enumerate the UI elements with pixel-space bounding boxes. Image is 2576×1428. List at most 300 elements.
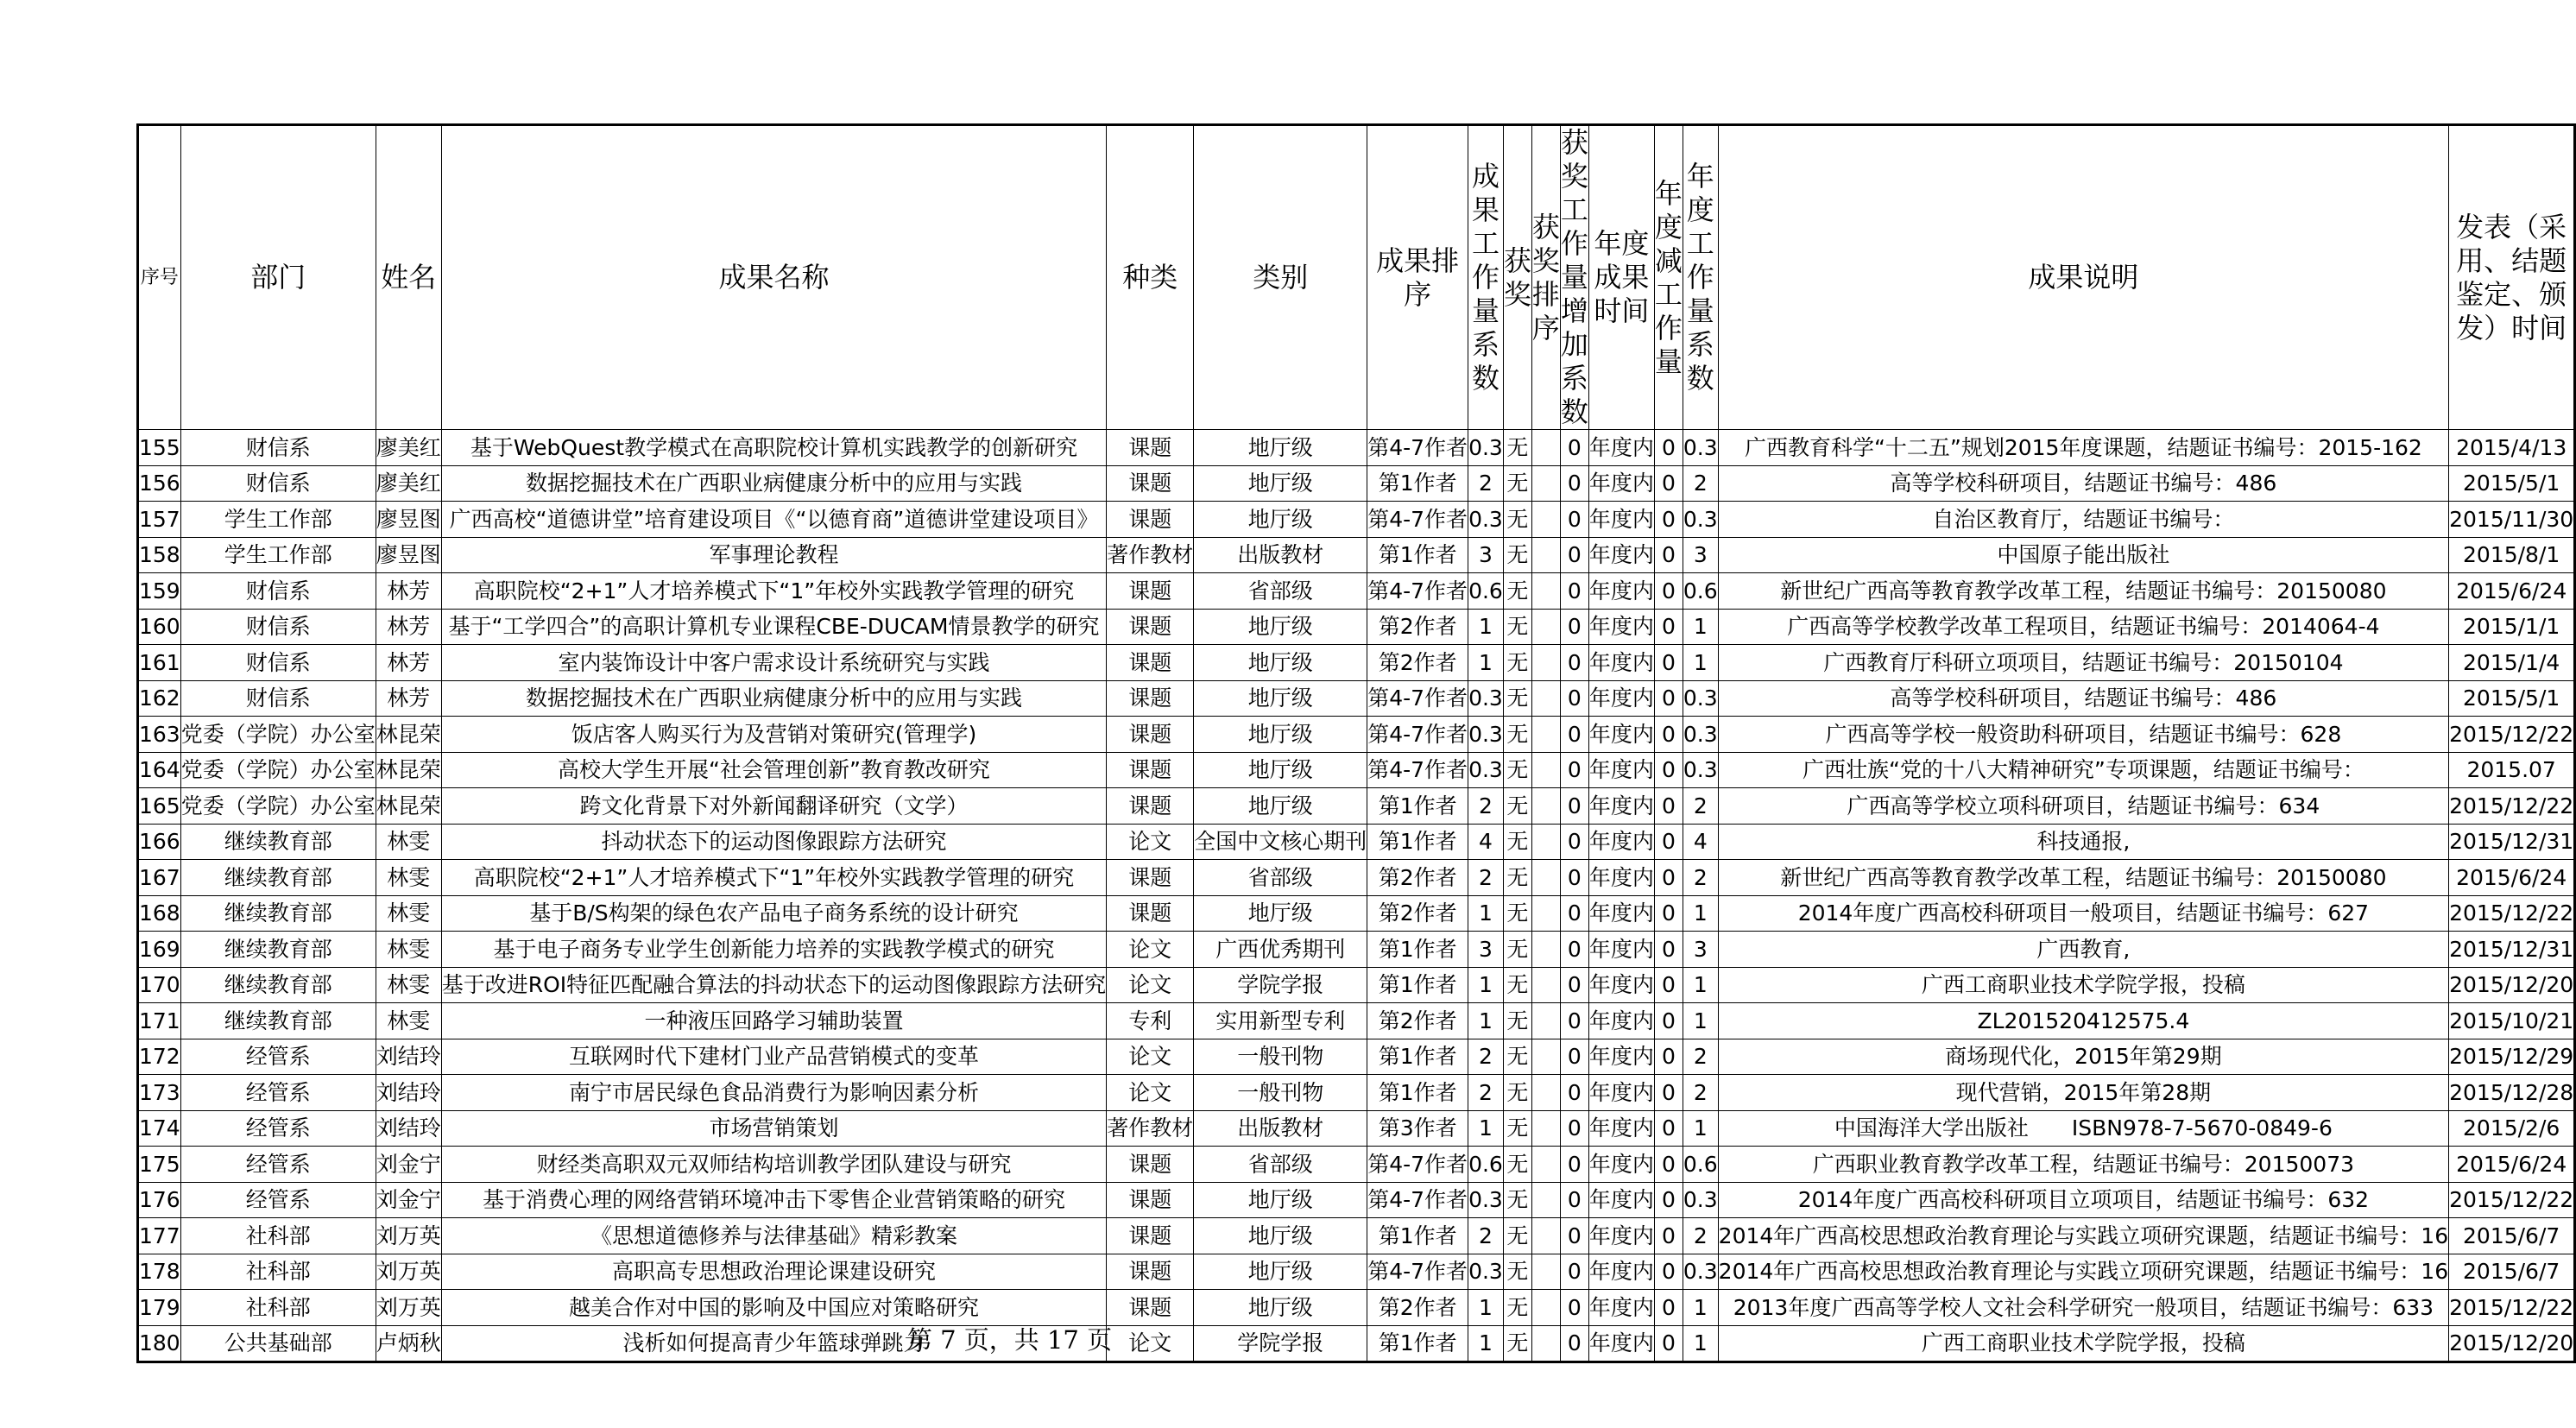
cell-award-rank	[1531, 1182, 1560, 1218]
cell-year-reduction: 0	[1654, 680, 1683, 717]
cell-description: 广西高等学校教学改革工程项目，结题证书编号：2014064-4	[1718, 609, 2448, 645]
cell-year-reduction: 0	[1654, 860, 1683, 896]
cell-no: 170	[138, 967, 181, 1003]
cell-coef: 3	[1468, 537, 1504, 573]
cell-rank: 第1作者	[1367, 967, 1468, 1003]
cell-name: 林雯	[376, 895, 441, 932]
cell-description: 自治区教育厅，结题证书编号：	[1718, 502, 2448, 538]
cell-dept: 继续教育部	[180, 824, 376, 860]
table-row	[138, 1254, 2575, 1290]
cell-description: 2014年广西高校思想政治教育理论与实践立项研究课题，结题证书编号：16	[1718, 1218, 2448, 1254]
cell-description: 中国海洋大学出版社 ISBN978-7-5670-0849-6	[1718, 1110, 2448, 1147]
cell-year-time: 年度内	[1588, 1290, 1654, 1326]
cell-dept: 财信系	[180, 430, 376, 466]
cell-no: 172	[138, 1039, 181, 1075]
cell-no: 169	[138, 932, 181, 968]
cell-date: 2015/5/1	[2449, 680, 2575, 717]
header-year-coef: 年度工作量系数	[1683, 125, 1718, 430]
cell-title: 一种液压回路学习辅助装置	[441, 1003, 1106, 1039]
cell-name: 林芳	[376, 645, 441, 681]
cell-year-time: 年度内	[1588, 465, 1654, 502]
header-name: 姓名	[376, 125, 441, 430]
cell-name: 刘结玲	[376, 1110, 441, 1147]
cell-rank: 第2作者	[1367, 1003, 1468, 1039]
table-row	[138, 967, 2575, 1003]
cell-year-time: 年度内	[1588, 645, 1654, 681]
header-row	[138, 125, 2575, 430]
cell-award-coef: 0	[1560, 645, 1588, 681]
cell-award-rank	[1531, 1147, 1560, 1183]
cell-award-coef: 0	[1560, 1254, 1588, 1290]
cell-title: 数据挖掘技术在广西职业病健康分析中的应用与实践	[441, 465, 1106, 502]
cell-award: 无	[1503, 1325, 1531, 1362]
cell-award-coef: 0	[1560, 1039, 1588, 1075]
cell-name: 林雯	[376, 932, 441, 968]
cell-category: 地厅级	[1194, 680, 1367, 717]
cell-award: 无	[1503, 788, 1531, 825]
cell-category: 地厅级	[1194, 1290, 1367, 1326]
cell-rank: 第4-7作者	[1367, 1254, 1468, 1290]
cell-name: 刘万英	[376, 1254, 441, 1290]
cell-category: 一般刊物	[1194, 1039, 1367, 1075]
cell-award-rank	[1531, 609, 1560, 645]
cell-award: 无	[1503, 967, 1531, 1003]
header-category: 类别	[1194, 125, 1367, 430]
cell-year-time: 年度内	[1588, 430, 1654, 466]
header-year-time: 年度成果时间	[1588, 125, 1654, 430]
cell-category: 地厅级	[1194, 895, 1367, 932]
cell-award: 无	[1503, 430, 1531, 466]
cell-year-time: 年度内	[1588, 537, 1654, 573]
cell-category: 地厅级	[1194, 1254, 1367, 1290]
cell-award: 无	[1503, 717, 1531, 753]
cell-year-time: 年度内	[1588, 967, 1654, 1003]
cell-title: 《思想道德修养与法律基础》精彩教案	[441, 1218, 1106, 1254]
cell-category: 地厅级	[1194, 609, 1367, 645]
cell-coef: 0.3	[1468, 752, 1504, 788]
cell-year-time: 年度内	[1588, 1325, 1654, 1362]
cell-year-time: 年度内	[1588, 788, 1654, 825]
cell-kind: 课题	[1107, 1182, 1194, 1218]
cell-description: 商场现代化，2015年第29期	[1718, 1039, 2448, 1075]
cell-no: 180	[138, 1325, 181, 1362]
cell-no: 168	[138, 895, 181, 932]
cell-name: 林昆荣	[376, 788, 441, 825]
cell-date: 2015/12/22	[2449, 1290, 2575, 1326]
cell-rank: 第4-7作者	[1367, 717, 1468, 753]
cell-coef: 0.3	[1468, 502, 1504, 538]
cell-title: 互联网时代下建材门业产品营销模式的变革	[441, 1039, 1106, 1075]
cell-name: 林芳	[376, 573, 441, 610]
cell-year-reduction: 0	[1654, 609, 1683, 645]
cell-award: 无	[1503, 1110, 1531, 1147]
cell-year-time: 年度内	[1588, 824, 1654, 860]
cell-coef: 2	[1468, 788, 1504, 825]
header-title: 成果名称	[441, 125, 1106, 430]
cell-coef: 0.6	[1468, 1147, 1504, 1183]
cell-rank: 第4-7作者	[1367, 502, 1468, 538]
cell-category: 地厅级	[1194, 502, 1367, 538]
cell-year-time: 年度内	[1588, 1003, 1654, 1039]
table-row	[138, 502, 2575, 538]
cell-date: 2015/6/24	[2449, 1147, 2575, 1183]
cell-award-coef: 0	[1560, 788, 1588, 825]
cell-category: 广西优秀期刊	[1194, 932, 1367, 968]
table-row	[138, 1110, 2575, 1147]
cell-award-rank	[1531, 860, 1560, 896]
cell-rank: 第2作者	[1367, 860, 1468, 896]
cell-no: 167	[138, 860, 181, 896]
cell-kind: 课题	[1107, 788, 1194, 825]
cell-no: 178	[138, 1254, 181, 1290]
cell-description: 广西高等学校一般资助科研项目，结题证书编号：628	[1718, 717, 2448, 753]
cell-year-coef: 1	[1683, 1003, 1718, 1039]
cell-award-coef: 0	[1560, 1182, 1588, 1218]
cell-title: 基于电子商务专业学生创新能力培养的实践教学模式的研究	[441, 932, 1106, 968]
cell-name: 廖美红	[376, 465, 441, 502]
cell-year-reduction: 0	[1654, 967, 1683, 1003]
cell-dept: 财信系	[180, 609, 376, 645]
cell-year-time: 年度内	[1588, 1218, 1654, 1254]
cell-category: 全国中文核心期刊	[1194, 824, 1367, 860]
cell-award-rank	[1531, 573, 1560, 610]
cell-date: 2015/12/20	[2449, 967, 2575, 1003]
cell-year-coef: 1	[1683, 1290, 1718, 1326]
cell-title: 数据挖掘技术在广西职业病健康分析中的应用与实践	[441, 680, 1106, 717]
cell-rank: 第2作者	[1367, 895, 1468, 932]
cell-award-rank	[1531, 680, 1560, 717]
cell-description: 2014年度广西高校科研项目一般项目，结题证书编号：627	[1718, 895, 2448, 932]
header-coef: 成果工作量系数	[1468, 125, 1504, 430]
cell-no: 157	[138, 502, 181, 538]
cell-name: 廖美红	[376, 430, 441, 466]
cell-dept: 继续教育部	[180, 860, 376, 896]
cell-kind: 课题	[1107, 1290, 1194, 1326]
cell-dept: 社科部	[180, 1290, 376, 1326]
cell-date: 2015/6/7	[2449, 1254, 2575, 1290]
cell-description: 中国原子能出版社	[1718, 537, 2448, 573]
cell-award: 无	[1503, 1218, 1531, 1254]
cell-rank: 第2作者	[1367, 609, 1468, 645]
cell-kind: 论文	[1107, 967, 1194, 1003]
header-rank: 成果排序	[1367, 125, 1468, 430]
cell-dept: 经管系	[180, 1039, 376, 1075]
cell-year-coef: 2	[1683, 1075, 1718, 1111]
cell-award: 无	[1503, 1039, 1531, 1075]
cell-title: 跨文化背景下对外新闻翻译研究（文学）	[441, 788, 1106, 825]
cell-year-time: 年度内	[1588, 1147, 1654, 1183]
cell-award: 无	[1503, 502, 1531, 538]
cell-award: 无	[1503, 645, 1531, 681]
cell-award-rank	[1531, 537, 1560, 573]
cell-award-coef: 0	[1560, 573, 1588, 610]
cell-award-rank	[1531, 465, 1560, 502]
header-description: 成果说明	[1718, 125, 2448, 430]
cell-award-rank	[1531, 788, 1560, 825]
cell-award-rank	[1531, 502, 1560, 538]
cell-dept: 财信系	[180, 573, 376, 610]
cell-category: 学院学报	[1194, 1325, 1367, 1362]
cell-dept: 继续教育部	[180, 1003, 376, 1039]
cell-coef: 0.3	[1468, 717, 1504, 753]
cell-coef: 1	[1468, 609, 1504, 645]
cell-award-coef: 0	[1560, 1325, 1588, 1362]
cell-award-rank	[1531, 1254, 1560, 1290]
cell-year-reduction: 0	[1654, 430, 1683, 466]
cell-category: 实用新型专利	[1194, 1003, 1367, 1039]
cell-name: 卢炳秋	[376, 1325, 441, 1362]
table-row	[138, 788, 2575, 825]
cell-description: 高等学校科研项目，结题证书编号：486	[1718, 465, 2448, 502]
cell-dept: 财信系	[180, 645, 376, 681]
cell-kind: 课题	[1107, 895, 1194, 932]
cell-award-rank	[1531, 430, 1560, 466]
cell-year-reduction: 0	[1654, 824, 1683, 860]
cell-dept: 经管系	[180, 1075, 376, 1111]
cell-name: 刘万英	[376, 1290, 441, 1326]
cell-coef: 0.3	[1468, 1254, 1504, 1290]
cell-award: 无	[1503, 1147, 1531, 1183]
cell-title: 越美合作对中国的影响及中国应对策略研究	[441, 1290, 1106, 1326]
cell-award-coef: 0	[1560, 932, 1588, 968]
cell-description: 广西工商职业技术学院学报，投稿	[1718, 967, 2448, 1003]
cell-kind: 课题	[1107, 717, 1194, 753]
cell-kind: 课题	[1107, 609, 1194, 645]
cell-no: 165	[138, 788, 181, 825]
cell-year-time: 年度内	[1588, 1182, 1654, 1218]
cell-title: 南宁市居民绿色食品消费行为影响因素分析	[441, 1075, 1106, 1111]
cell-title: 军事理论教程	[441, 537, 1106, 573]
cell-description: 广西工商职业技术学院学报，投稿	[1718, 1325, 2448, 1362]
cell-coef: 1	[1468, 645, 1504, 681]
table-row	[138, 537, 2575, 573]
cell-dept: 财信系	[180, 680, 376, 717]
cell-year-reduction: 0	[1654, 717, 1683, 753]
cell-kind: 著作教材	[1107, 537, 1194, 573]
cell-title: 饭店客人购买行为及营销对策研究(管理学)	[441, 717, 1106, 753]
cell-award-rank	[1531, 1110, 1560, 1147]
cell-year-coef: 0.3	[1683, 717, 1718, 753]
cell-no: 158	[138, 537, 181, 573]
cell-kind: 论文	[1107, 1039, 1194, 1075]
cell-rank: 第3作者	[1367, 1110, 1468, 1147]
cell-date: 2015/1/4	[2449, 645, 2575, 681]
cell-award: 无	[1503, 1182, 1531, 1218]
cell-dept: 学生工作部	[180, 502, 376, 538]
cell-rank: 第4-7作者	[1367, 1182, 1468, 1218]
cell-award: 无	[1503, 1254, 1531, 1290]
cell-name: 林雯	[376, 824, 441, 860]
cell-name: 刘结玲	[376, 1075, 441, 1111]
cell-award-rank	[1531, 717, 1560, 753]
cell-award-coef: 0	[1560, 1075, 1588, 1111]
cell-date: 2015/6/24	[2449, 573, 2575, 610]
table-row	[138, 895, 2575, 932]
cell-rank: 第1作者	[1367, 788, 1468, 825]
cell-dept: 党委（学院）办公室	[180, 717, 376, 753]
cell-kind: 课题	[1107, 1218, 1194, 1254]
cell-year-reduction: 0	[1654, 645, 1683, 681]
cell-award: 无	[1503, 824, 1531, 860]
cell-date: 2015/12/29	[2449, 1039, 2575, 1075]
cell-rank: 第1作者	[1367, 1039, 1468, 1075]
cell-title: 高校大学生开展“社会管理创新”教育教改研究	[441, 752, 1106, 788]
cell-description: 高等学校科研项目，结题证书编号：486	[1718, 680, 2448, 717]
cell-kind: 课题	[1107, 645, 1194, 681]
cell-date: 2015/1/1	[2449, 609, 2575, 645]
cell-year-reduction: 0	[1654, 1290, 1683, 1326]
cell-kind: 论文	[1107, 1075, 1194, 1111]
cell-award-coef: 0	[1560, 752, 1588, 788]
cell-name: 刘结玲	[376, 1039, 441, 1075]
cell-date: 2015/12/20	[2449, 1325, 2575, 1362]
cell-year-coef: 0.3	[1683, 1182, 1718, 1218]
cell-award-coef: 0	[1560, 1290, 1588, 1326]
cell-date: 2015/10/21	[2449, 1003, 2575, 1039]
cell-year-reduction: 0	[1654, 1110, 1683, 1147]
header-award: 获奖	[1503, 125, 1531, 430]
cell-year-coef: 2	[1683, 788, 1718, 825]
cell-description: 新世纪广西高等教育教学改革工程，结题证书编号：20150080	[1718, 573, 2448, 610]
cell-title: 基于改进ROI特征匹配融合算法的抖动状态下的运动图像跟踪方法研究	[441, 967, 1106, 1003]
cell-year-reduction: 0	[1654, 1218, 1683, 1254]
cell-award: 无	[1503, 609, 1531, 645]
cell-award-rank	[1531, 967, 1560, 1003]
cell-dept: 社科部	[180, 1254, 376, 1290]
table-row	[138, 824, 2575, 860]
cell-no: 156	[138, 465, 181, 502]
cell-date: 2015/4/13	[2449, 430, 2575, 466]
cell-coef: 2	[1468, 860, 1504, 896]
cell-date: 2015/12/22	[2449, 1182, 2575, 1218]
cell-year-coef: 1	[1683, 1110, 1718, 1147]
cell-year-time: 年度内	[1588, 1039, 1654, 1075]
cell-dept: 社科部	[180, 1218, 376, 1254]
cell-kind: 论文	[1107, 824, 1194, 860]
cell-year-reduction: 0	[1654, 502, 1683, 538]
cell-kind: 课题	[1107, 502, 1194, 538]
cell-year-coef: 2	[1683, 1218, 1718, 1254]
achievement-table	[136, 123, 2576, 1363]
cell-category: 出版教材	[1194, 1110, 1367, 1147]
cell-year-time: 年度内	[1588, 1254, 1654, 1290]
cell-no: 163	[138, 717, 181, 753]
cell-category: 地厅级	[1194, 465, 1367, 502]
cell-year-coef: 0.6	[1683, 573, 1718, 610]
cell-coef: 1	[1468, 895, 1504, 932]
cell-title: 高职院校“2+1”人才培养模式下“1”年校外实践教学管理的研究	[441, 573, 1106, 610]
cell-award: 无	[1503, 537, 1531, 573]
cell-dept: 党委（学院）办公室	[180, 752, 376, 788]
table-row	[138, 680, 2575, 717]
cell-year-coef: 0.3	[1683, 752, 1718, 788]
cell-no: 164	[138, 752, 181, 788]
cell-award-rank	[1531, 752, 1560, 788]
cell-rank: 第1作者	[1367, 1218, 1468, 1254]
table-row	[138, 860, 2575, 896]
cell-name: 刘万英	[376, 1218, 441, 1254]
cell-coef: 1	[1468, 1110, 1504, 1147]
cell-award: 无	[1503, 860, 1531, 896]
cell-date: 2015/6/7	[2449, 1218, 2575, 1254]
cell-year-time: 年度内	[1588, 860, 1654, 896]
cell-date: 2015/5/1	[2449, 465, 2575, 502]
cell-category: 地厅级	[1194, 645, 1367, 681]
cell-year-reduction: 0	[1654, 573, 1683, 610]
cell-no: 175	[138, 1147, 181, 1183]
cell-award: 无	[1503, 1290, 1531, 1326]
cell-award: 无	[1503, 1075, 1531, 1111]
cell-name: 林芳	[376, 680, 441, 717]
cell-rank: 第2作者	[1367, 1290, 1468, 1326]
cell-award-rank	[1531, 1039, 1560, 1075]
cell-date: 2015/2/6	[2449, 1110, 2575, 1147]
cell-award-rank	[1531, 824, 1560, 860]
cell-title: 财经类高职双元双师结构培训教学团队建设与研究	[441, 1147, 1106, 1183]
cell-year-time: 年度内	[1588, 1110, 1654, 1147]
cell-category: 地厅级	[1194, 430, 1367, 466]
cell-rank: 第1作者	[1367, 1325, 1468, 1362]
cell-category: 一般刊物	[1194, 1075, 1367, 1111]
cell-award-coef: 0	[1560, 465, 1588, 502]
cell-award: 无	[1503, 680, 1531, 717]
cell-year-coef: 2	[1683, 465, 1718, 502]
cell-description: 广西教育科学“十二五”规划2015年度课题，结题证书编号：2015-162	[1718, 430, 2448, 466]
table-row	[138, 1147, 2575, 1183]
cell-rank: 第1作者	[1367, 537, 1468, 573]
table-row	[138, 1182, 2575, 1218]
cell-year-coef: 0.3	[1683, 680, 1718, 717]
cell-title: 广西高校“道德讲堂”培育建设项目《“以德育商”道德讲堂建设项目》	[441, 502, 1106, 538]
cell-category: 地厅级	[1194, 1218, 1367, 1254]
cell-year-time: 年度内	[1588, 573, 1654, 610]
cell-coef: 0.3	[1468, 680, 1504, 717]
header-year-reduction: 年度减工作量	[1654, 125, 1683, 430]
cell-description: 2014年度广西高校科研项目立项项目，结题证书编号：632	[1718, 1182, 2448, 1218]
cell-award-coef: 0	[1560, 860, 1588, 896]
cell-rank: 第4-7作者	[1367, 680, 1468, 717]
cell-coef: 2	[1468, 1218, 1504, 1254]
cell-award-coef: 0	[1560, 1110, 1588, 1147]
cell-year-reduction: 0	[1654, 752, 1683, 788]
cell-year-time: 年度内	[1588, 932, 1654, 968]
cell-rank: 第1作者	[1367, 1075, 1468, 1111]
cell-year-reduction: 0	[1654, 788, 1683, 825]
cell-year-reduction: 0	[1654, 1147, 1683, 1183]
cell-award-coef: 0	[1560, 1147, 1588, 1183]
cell-description: 广西教育厅科研立项项目，结题证书编号：20150104	[1718, 645, 2448, 681]
cell-kind: 论文	[1107, 1325, 1194, 1362]
cell-coef: 1	[1468, 1003, 1504, 1039]
cell-year-time: 年度内	[1588, 895, 1654, 932]
cell-award-coef: 0	[1560, 502, 1588, 538]
cell-title: 基于WebQuest教学模式在高职院校计算机实践教学的创新研究	[441, 430, 1106, 466]
cell-category: 省部级	[1194, 1147, 1367, 1183]
table-row	[138, 645, 2575, 681]
cell-year-coef: 1	[1683, 895, 1718, 932]
cell-kind: 课题	[1107, 680, 1194, 717]
header-publish-date: 发表（采用、结题鉴定、颁发）时间	[2449, 125, 2575, 430]
cell-year-coef: 0.6	[1683, 1147, 1718, 1183]
cell-award: 无	[1503, 932, 1531, 968]
cell-dept: 学生工作部	[180, 537, 376, 573]
cell-kind: 课题	[1107, 860, 1194, 896]
cell-category: 地厅级	[1194, 1182, 1367, 1218]
cell-kind: 著作教材	[1107, 1110, 1194, 1147]
cell-dept: 继续教育部	[180, 895, 376, 932]
cell-date: 2015/11/30	[2449, 502, 2575, 538]
cell-year-reduction: 0	[1654, 895, 1683, 932]
